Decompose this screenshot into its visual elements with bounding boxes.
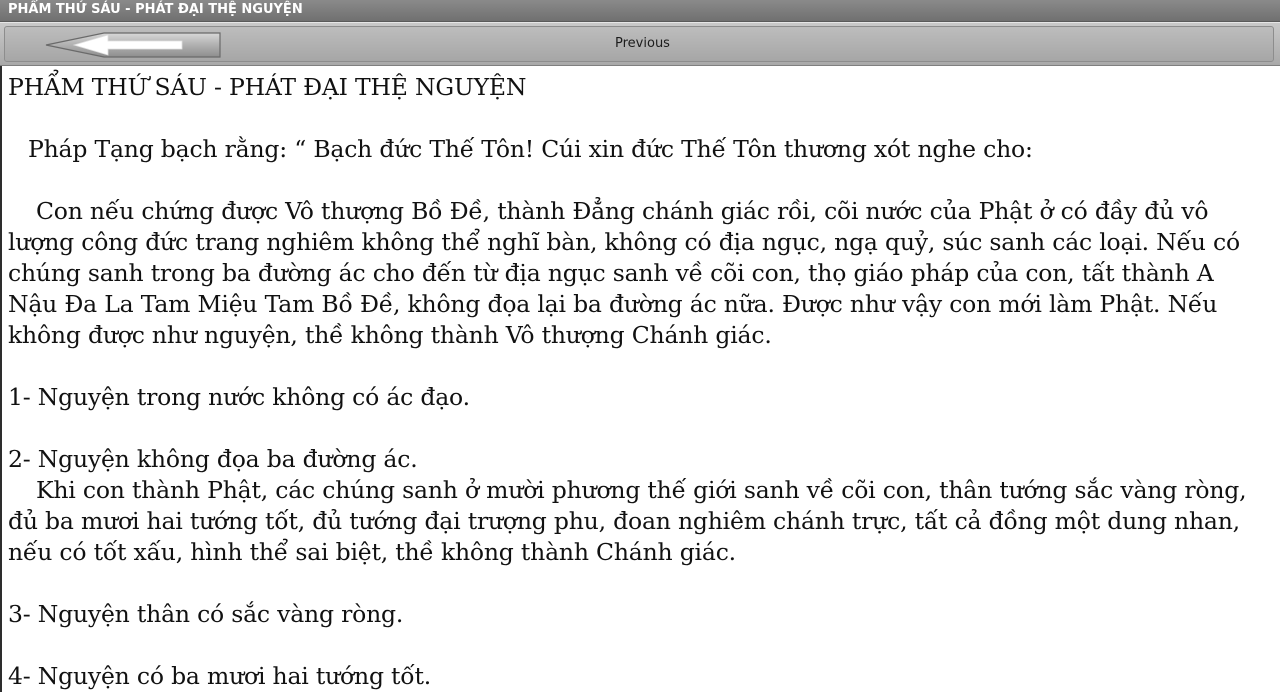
vow-1: 1- Nguyện trong nước không có ác đạo. [8,383,470,411]
paragraph-2: Khi con thành Phật, các chúng sanh ở mười phương thế giới sanh về cõi con, thân tướng sắc vàng ròng, đủ ba mươi hai tướng tốt, đủ tướng đại trượng phu, đoan nghiêm chánh trực, tất cả đồng một dung nhan, nếu có tốt xấu, hình thể sai biệt, thề không thành Chánh giác. [8,476,1247,566]
vow-2: 2- Nguyện không đọa ba đường ác. [8,445,418,473]
reading-pane[interactable] [0,66,1278,692]
paragraph-1: Con nếu chứng được Vô thượng Bồ Đề, thành Đẳng chánh giác rồi, cõi nước của Phật ở có đầy đủ vô lượng công đức trang nghiêm không thể nghĩ bàn, không có địa ngục, ngạ quỷ, súc sanh các loại. Nếu có chúng sanh trong ba đường ác cho đến từ địa ngục sanh về cõi con, thọ giáo pháp của con, tất thành A Nậu Đa La Tam Miệu Tam Bồ Đề, không đọa lại ba đường ác nữa. Được như vậy con mới làm Phật. Nếu không được như nguyện, thề không thành Vô thượng Chánh giác. [8,197,1240,349]
intro-paragraph: Pháp Tạng bạch rằng: “ Bạch đức Thế Tôn! Cúi xin đức Thế Tôn thương xót nghe cho: [28,135,1033,163]
back-button[interactable] [44,31,222,59]
previous-button[interactable]: Previous [615,36,670,51]
title-bar [0,0,1280,22]
arrow-left-icon [44,31,222,59]
vow-4: 4- Nguyện có ba mươi hai tướng tốt. [8,662,431,690]
window-title: PHẨM THỨ SÁU - PHÁT ĐẠI THỆ NGUYỆN [8,2,303,17]
article-body [2,66,1278,692]
chapter-heading: PHẨM THỨ SÁU - PHÁT ĐẠI THỆ NGUYỆN [8,73,527,101]
vow-3: 3- Nguyện thân có sắc vàng ròng. [8,600,404,628]
